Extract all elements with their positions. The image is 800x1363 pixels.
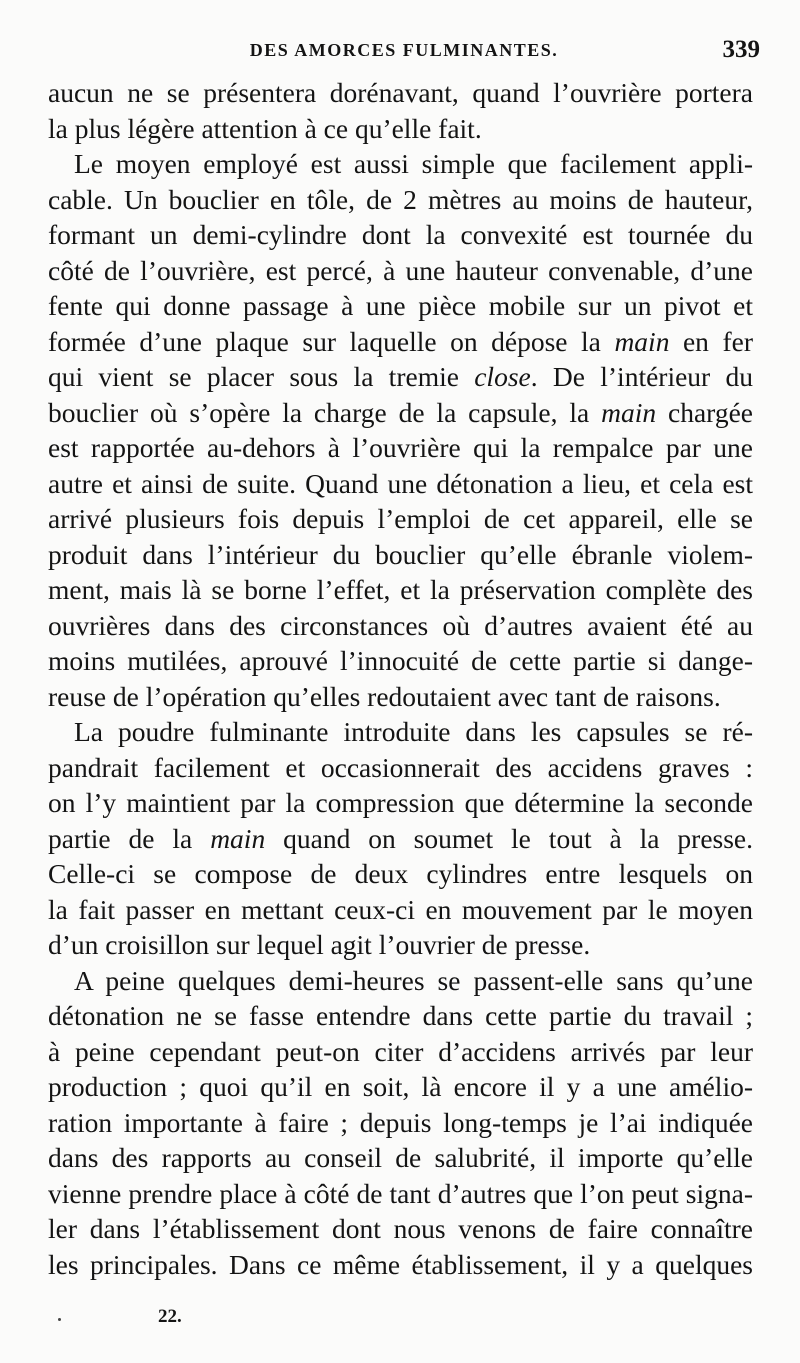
body-text — [48, 75, 753, 1282]
text-line: la fait passer en mettant ceux-ci en mouvement par le moyen — [48, 893, 753, 925]
text-line: les principales. Dans ce même établissement, il y a quelques — [48, 1248, 753, 1280]
text-line: pandrait facilement et occasionnerait des accidens graves : — [48, 751, 753, 783]
print-mark — [58, 1318, 61, 1321]
text-line: on l’y maintient par la compression que détermine la seconde — [48, 787, 753, 818]
text-line: ration importante à faire ; depuis long-temps je l’ai indiquée — [48, 1106, 753, 1138]
text-line: dans des rapports au conseil de salubrité, il importe qu’elle — [48, 1142, 753, 1173]
text-line: bouclier où s’opère la charge de la capsule, la main chargée — [48, 396, 753, 428]
signature-mark: 22. — [158, 1306, 182, 1327]
text-line: vienne prendre place à côté de tant d’autres que l’on peut signa- — [48, 1177, 753, 1209]
text-line: Celle-ci se compose de deux cylindres entre lesquels on — [48, 858, 753, 889]
text-line: côté de l’ouvrière, est percé, à une hauteur convenable, d’une — [48, 254, 753, 286]
text-line: fente qui donne passage à une pièce mobile sur un pivot et — [48, 290, 753, 321]
text-line: Le moyen employé est aussi simple que facilement appli- — [74, 148, 753, 179]
text-line: aucun ne se présentera dorénavant, quand l’ouvrière portera — [48, 77, 753, 108]
text-line: à peine cependant peut-on citer d’accidens arrivés par leur — [48, 1035, 753, 1067]
text-line: moins mutilées, aprouvé l’innocuité de cette partie si dange- — [48, 645, 753, 676]
text-line: ment, mais là se borne l’effet, et la préservation complète des — [48, 574, 753, 605]
text-line: est rapportée au-dehors à l’ouvrière qui la rempalce par une — [48, 432, 753, 463]
page-header — [48, 30, 760, 70]
text-line: production ; quoi qu’il en soit, là encore il y a une amélio- — [48, 1071, 753, 1102]
text-line: ler dans l’établissement dont nous venons de faire connaître — [48, 1213, 753, 1244]
page-number: 339 — [722, 36, 760, 63]
running-head: DES AMORCES FULMINANTES. — [249, 40, 559, 60]
text-line: partie de la main quand on soumet le tout à la presse. — [48, 822, 754, 854]
text-line: autre et ainsi de suite. Quand une détonation a lieu, et cela est — [48, 467, 753, 499]
text-line: détonation ne se fasse entendre dans cette partie du travail ; — [48, 1000, 753, 1031]
text-line: d’un croisillon sur lequel agit l’ouvrier de presse. — [48, 929, 591, 960]
text-line: reuse de l’opération qu’elles redoutaient avec tant de raisons. — [48, 680, 721, 712]
text-line: formée d’une plaque sur laquelle on dépose la main en fer — [48, 325, 753, 357]
text-line: qui vient se placer sous la tremie close. De l’intérieur du — [48, 361, 753, 392]
text-line: La poudre fulminante introduite dans les capsules se ré- — [74, 716, 753, 747]
text-line: arrivé plusieurs fois depuis l’emploi de cet appareil, elle se — [48, 503, 753, 534]
text-line: formant un demi-cylindre dont la convexité est tournée du — [48, 219, 753, 250]
text-line: A peine quelques demi-heures se passent-elle sans qu’une — [74, 964, 753, 996]
text-line: la plus légère attention à ce qu’elle fait. — [48, 112, 482, 144]
text-line: produit dans l’intérieur du bouclier qu’elle ébranle violem- — [48, 538, 753, 570]
text-line: ouvrières dans des circonstances où d’autres avaient été au — [48, 609, 753, 641]
text-line: cable. Un bouclier en tôle, de 2 mètres au moins de hauteur, — [48, 183, 753, 215]
